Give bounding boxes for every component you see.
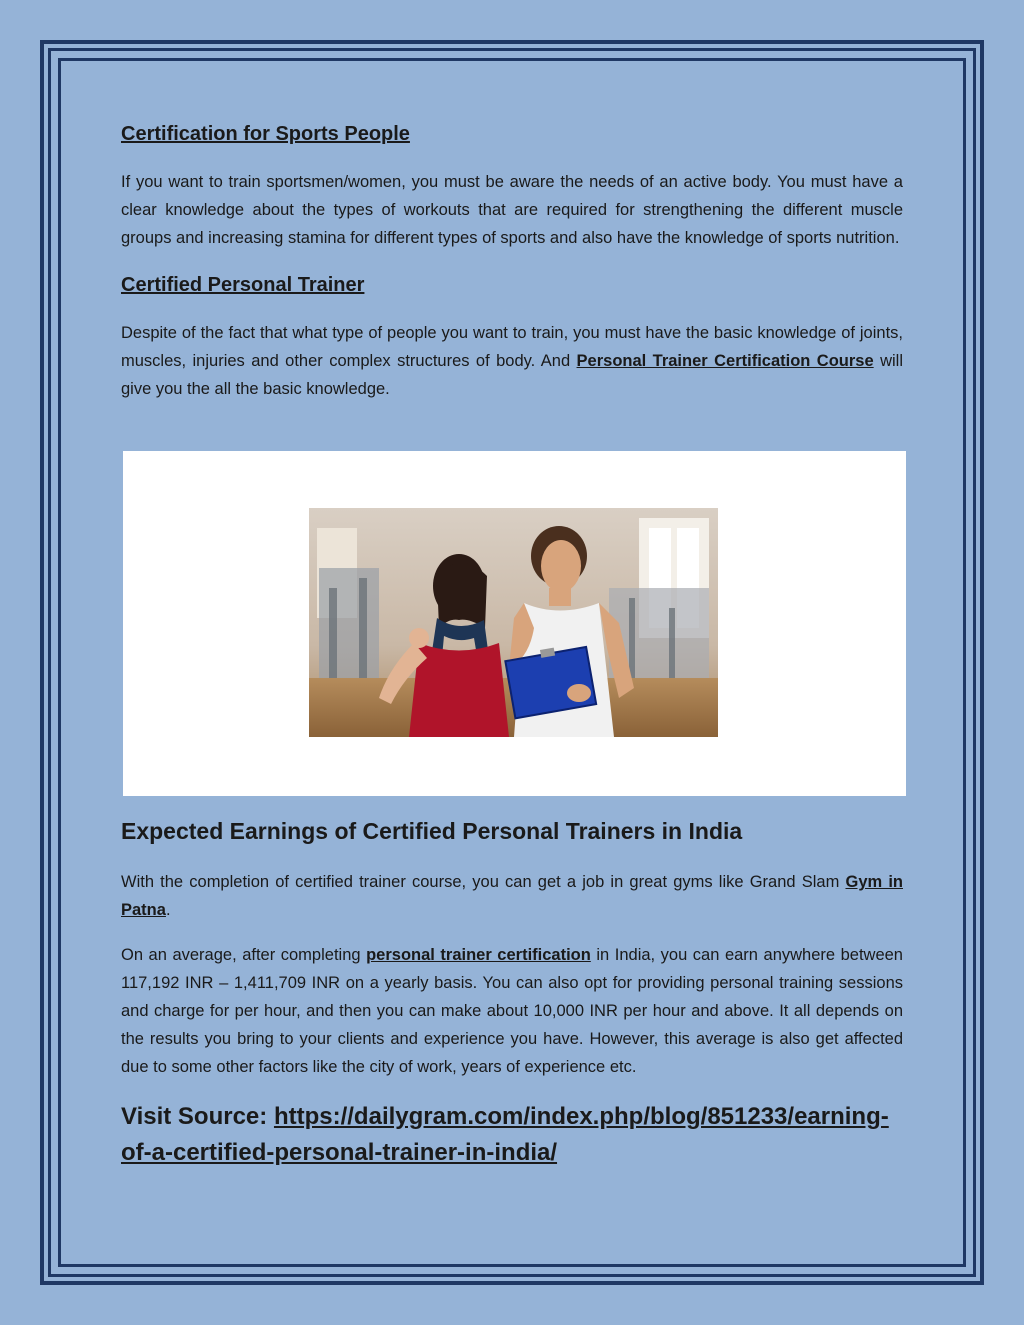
heading-expected-earnings: Expected Earnings of Certified Personal Trainers in India	[121, 818, 743, 844]
earnings-text-before: On an average, after completing	[121, 946, 367, 964]
paragraph-certified-trainer	[121, 319, 903, 403]
earnings-text-after: in India, you can earn anywhere between 117,192 INR – 1,411,709 INR on a yearly basis. You can also opt for providing personal training sessions and charge for per hour, and then you can make about 10,000 INR per hour and above. It all depends on the results you bring to your clients and experience you have. However, this average is also get affected due to some other factors like the city of work, years of experience etc.	[121, 946, 903, 1076]
paragraph-sports-certification: If you want to train sportsmen/women, you must be aware the needs of an active body. You must have a clear knowledge about the types of workouts that are required for strengthening the different muscle groups and increasing stamina for different types of sports and also have the knowledge of sports nutrition.	[121, 173, 903, 247]
gym-text-before: With the completion of certified trainer course, you can get a job in great gyms like Grand Slam	[121, 873, 846, 891]
visit-source-link[interactable]: https://dailygram.com/index.php/blog/851233/earning-of-a-certified-personal-trainer-in-india/	[121, 1103, 889, 1166]
document-content-lower	[121, 816, 903, 1171]
link-personal-trainer-certification[interactable]: personal trainer certification	[366, 946, 591, 964]
paragraph-gym-job	[121, 868, 903, 924]
visit-source	[121, 1099, 903, 1171]
heading-sports-certification: Certification for Sports People	[121, 123, 410, 145]
trainer-text-after: will give you the all the basic knowledge.	[121, 352, 903, 398]
heading-certified-trainer: Certified Personal Trainer	[121, 274, 365, 296]
trainer-text-before: Despite of the fact that what type of people you want to train, you must have the basic knowledge of joints, muscles, injuries and other complex structures of body. And	[121, 324, 903, 370]
visit-source-label: Visit Source:	[121, 1103, 274, 1130]
paragraph-earnings-range	[121, 941, 903, 1081]
link-personal-trainer-course[interactable]: Personal Trainer Certification Course	[576, 352, 874, 370]
link-gym-in-patna[interactable]: Gym in Patna	[121, 873, 903, 919]
document-content	[121, 120, 903, 403]
gym-trainer-photo	[309, 508, 718, 737]
image-frame	[123, 451, 906, 796]
gym-text-after: .	[165, 901, 171, 919]
